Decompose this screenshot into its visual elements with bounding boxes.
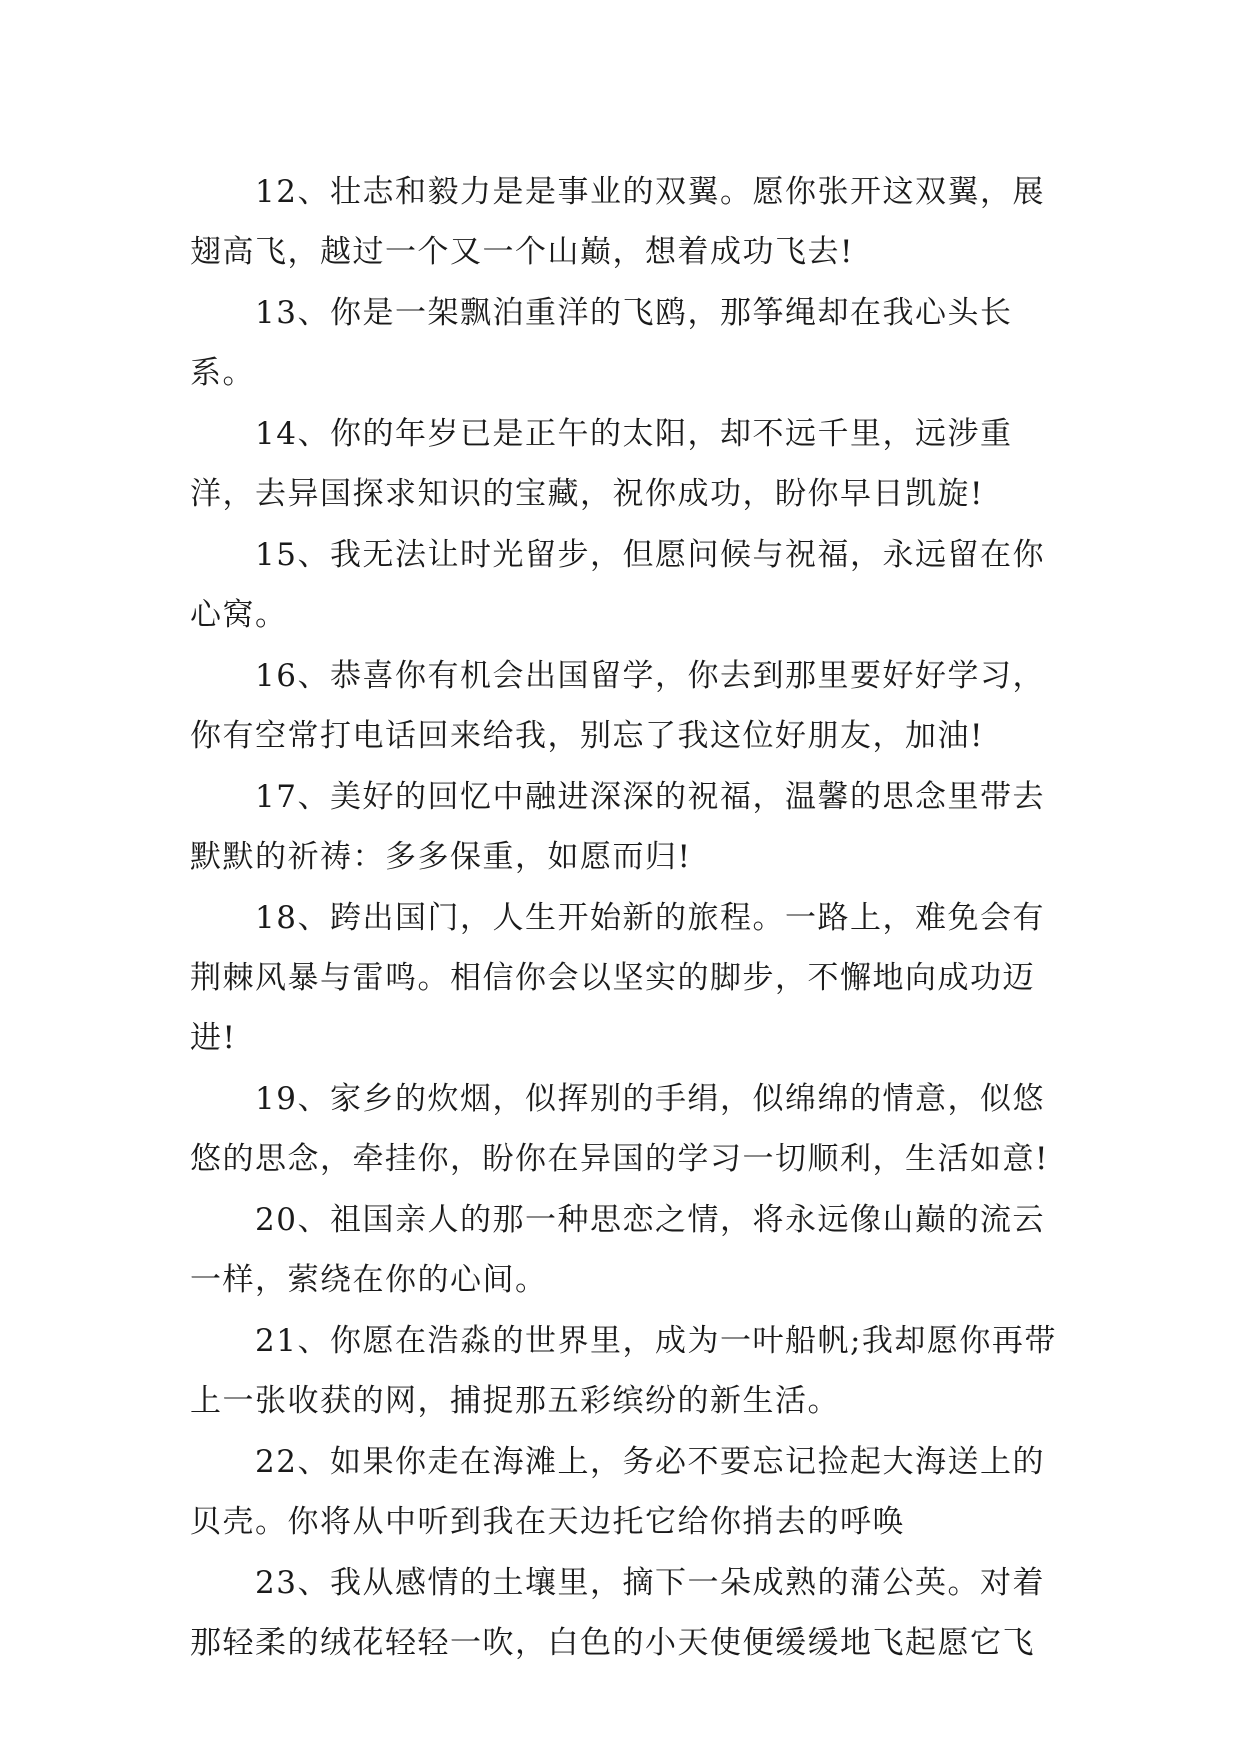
paragraph-23: 23、我从感情的土壤里，摘下一朵成熟的蒲公英。对着那轻柔的绒花轻轻一吹，白色的小天使便缓缓地飞起愿它飞 <box>190 1565 1045 1661</box>
document-body <box>190 162 1060 1674</box>
paragraph-15: 15、我无法让时光留步，但愿问候与祝福，永远留在你心窝。 <box>190 537 1045 633</box>
paragraph-19: 19、家乡的炊烟，似挥别的手绢，似绵绵的情意，似悠悠的思念，牵挂你，盼你在异国的学习一切顺利，生活如意! <box>190 1081 1049 1177</box>
paragraph-22: 22、如果你走在海滩上，务必不要忘记捡起大海送上的贝壳。你将从中听到我在天边托它给你捎去的呼唤 <box>190 1444 1045 1540</box>
paragraph-18: 18、跨出国门，人生开始新的旅程。一路上，难免会有荆棘风暴与雷鸣。相信你会以坚实的脚步，不懈地向成功迈进! <box>190 900 1045 1056</box>
paragraph-16: 16、恭喜你有机会出国留学，你去到那里要好好学习，你有空常打电话回来给我，别忘了我这位好朋友，加油! <box>190 658 1045 754</box>
paragraph-13: 13、你是一架飘泊重洋的飞鸥，那筝绳却在我心头长系。 <box>190 295 1013 391</box>
paragraph-20: 20、祖国亲人的那一种思恋之情，将永远像山巅的流云一样，萦绕在你的心间。 <box>190 1202 1045 1298</box>
paragraph-21: 21、你愿在浩淼的世界里，成为一叶船帆;我却愿你再带上一张收获的网，捕捉那五彩缤纷的新生活。 <box>190 1323 1057 1419</box>
paragraph-17: 17、美好的回忆中融进深深的祝福，温馨的思念里带去默默的祈祷：多多保重，如愿而归! <box>190 779 1045 875</box>
paragraph-14: 14、你的年岁已是正午的太阳，却不远千里，远涉重洋，去异国探求知识的宝藏，祝你成功，盼你早日凯旋! <box>190 416 1013 512</box>
paragraph-12: 12、壮志和毅力是是事业的双翼。愿你张开这双翼，展翅高飞，越过一个又一个山巅，想着成功飞去! <box>190 174 1045 270</box>
